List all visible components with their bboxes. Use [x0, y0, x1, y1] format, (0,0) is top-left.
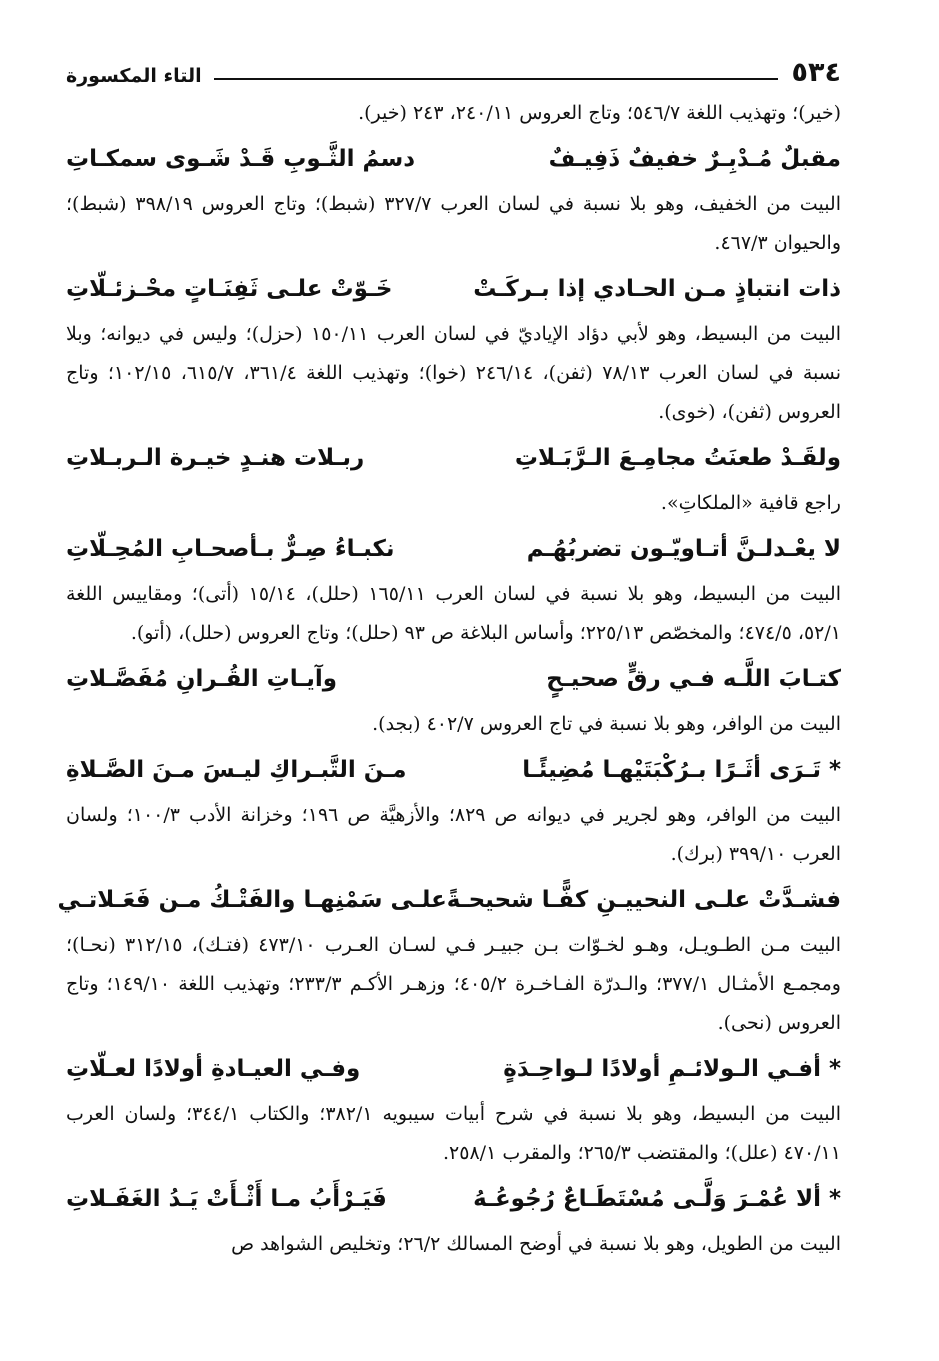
verse-commentary: البيت من البسيط، وهو بلا نسبة في شرح أبيات سيبويه ٣٨٢/١؛ والكتاب ٣٤٤/١؛ ولسان العرب ٤٧٠/١١ (علل)؛ والمقتضب ٢٦٥/٣؛ والمقرب ٢٥٨/١.: [66, 1103, 841, 1164]
verse-first-hemistich: كتـابَ اللَّـه فـي رقٍّ صحيـحٍ: [546, 666, 841, 692]
entry: [66, 432, 841, 523]
verse-commentary: راجع قافية «الملكاتِ».: [660, 492, 841, 514]
verse-commentary: البيت من الطويل، وهو بلا نسبة في أوضح المسالك ٢٦/٢؛ وتخليص الشواهد ص: [231, 1233, 841, 1255]
verse-commentary: البيت من البسيط، وهو لأبي دؤاد الإياديّ في لسان العرب ١٥٠/١١ (حزل)؛ وليس في ديوانه؛ وبلا نسبة في لسان العرب ٧٨/١٣ (ثفن)، ٢٤٦/١٤ (خوا)؛ وتهذيب اللغة ٣٦١/٤، ٦١٥/٧، ١٠٢/١٥؛ وتاج العروس (ثفن)، (خوى).: [66, 323, 841, 423]
verse-commentary: البيت من البسيط، وهو بلا نسبة في لسان العرب ١٦٥/١١ (حلل)، ١٥/١٤ (أتى)؛ ومقاييس اللغة ٥٢/١، ٤٧٤/٥؛ والمخصّص ٢٢٥/١٣؛ وأساس البلاغة ص ٩٣ (حلل)؛ وتاج العروس (حلل)، (أتو).: [66, 583, 841, 644]
verse-second-hemistich: نكبـاءُ صِـرٌّ بـأصحـابِ المُحِـلّاتِ: [66, 536, 395, 562]
page-header: [66, 44, 841, 86]
verse-second-hemistich: مـنَ التَّبـراكِ ليـسَ مـنَ الصَّـلاةِ: [66, 757, 407, 783]
verse-second-hemistich: ربـلات هنـدٍ خيـرة الـربـلاتِ: [66, 445, 365, 471]
verse-commentary: البيت من الوافر، وهو لجرير في ديوانه ص ٨٢٩؛ والأزهيَّة ص ١٩٦؛ وخزانة الأدب ١٠٠/٣؛ ولسان العرب ٣٩٩/١٠ (برك).: [66, 804, 841, 865]
verse-second-hemistich: فَيَـرْأَبُ مـا أَثْـأَتْ يَـدُ الغَفَـلاتِ: [66, 1186, 387, 1212]
verse-commentary: البيت من الخفيف، وهو بلا نسبة في لسان العرب ٣٢٧/٧ (شبط)؛ وتاج العروس ٣٩٨/١٩ (شبط)؛ والحيوان ٤٦٧/٣.: [66, 193, 841, 254]
running-title: التاء المكسورة: [66, 65, 202, 87]
page-number: ٥٣٤: [791, 57, 841, 88]
verse-line: [66, 263, 841, 315]
verse-first-hemistich: ذات انتباذٍ مـن الحـادي إذا بـركَـتْ: [473, 276, 841, 302]
verse-commentary: البيت من الوافر، وهو بلا نسبة في تاج العروس ٤٠٢/٧ (بجد).: [372, 713, 841, 735]
entry: [66, 133, 841, 263]
entry: [66, 1043, 841, 1173]
verse-second-hemistich: خَـوّتْ علـى ثَفِنَـاتٍ محْـزئـلّاتِ: [66, 276, 393, 302]
verse-first-hemistich: ولقَـدْ طعنَتُ مجامِـعَ الـرَّبَـلاتِ: [514, 445, 841, 471]
verse-first-hemistich: * ألا عُمْـرَ وَلَّـى مُسْتَطَـاعٌ رُجُوعُـهُ: [473, 1186, 841, 1212]
entry: [66, 1173, 841, 1264]
entry: [57, 874, 842, 1043]
header-rule: [214, 78, 778, 80]
entry: [66, 263, 841, 432]
entry: [66, 653, 841, 744]
verse-first-hemistich: لا يعْـدلـنَّ أتـاويّـون تضربُهُـم: [526, 536, 841, 562]
verse-second-hemistich: وفـي العيـادةِ أولادًا لعـلّاتِ: [66, 1056, 361, 1082]
verse-first-hemistich: فشـدَّتْ علـى النحييـنِ كفًّـا شحيحـةً: [446, 887, 841, 913]
verse-line: [66, 744, 841, 796]
top-note: (خير)؛ وتهذيب اللغة ٥٤٦/٧؛ وتاج العروس ٢٤٠/١١، ٢٤٣ (خير).: [358, 102, 841, 124]
verse-second-hemistich: وآيـاتِ القُـرانِ مُفَصَّـلاتِ: [66, 666, 338, 692]
verse-second-hemistich: علـى سَمْنِهـا والفَتْـكُ مـن فَعَـلاتـي: [57, 887, 447, 913]
verse-line: [66, 1043, 841, 1095]
verse-line: [66, 1173, 841, 1225]
verse-commentary: البيت مـن الطـويـل، وهـو لخـوّات بـن جبيـر فـي لسـان العـرب ٤٧٣/١٠ (فتـك)، ٣١٢/١٥ (نحـا)؛ ومجمـع الأمثـال ٣٧٧/١؛ والـدرّة الفـاخـرة ٤٠٥/٢؛ وزهـر الأكـم ٢٣٣/٣؛ وتهذيب اللغة ١٤٩/١٠؛ وتاج العروس (نحى).: [66, 934, 842, 1034]
verse-line: [66, 133, 841, 185]
verse-first-hemistich: * تَـرَى أثَـرًا بـرُكْبَتَيْهـا مُضِيئًـا: [522, 757, 841, 783]
entry: [66, 744, 841, 874]
verse-line: [66, 653, 841, 705]
verse-second-hemistich: دسمُ الثَّـوبِ قَـدْ شَـوى سمكـاتِ: [66, 146, 415, 172]
verse-first-hemistich: * أفـي الـولائـمِ أولادًا لـواحِـدَةٍ: [503, 1056, 841, 1082]
verse-line: [66, 523, 841, 575]
verse-line: [57, 874, 841, 926]
entry: [66, 523, 841, 653]
verse-first-hemistich: مقبلٌ مُـدْبِـرٌ خفيفٌ ذَفِيـفٌ: [548, 146, 841, 172]
verse-line: [66, 432, 841, 484]
